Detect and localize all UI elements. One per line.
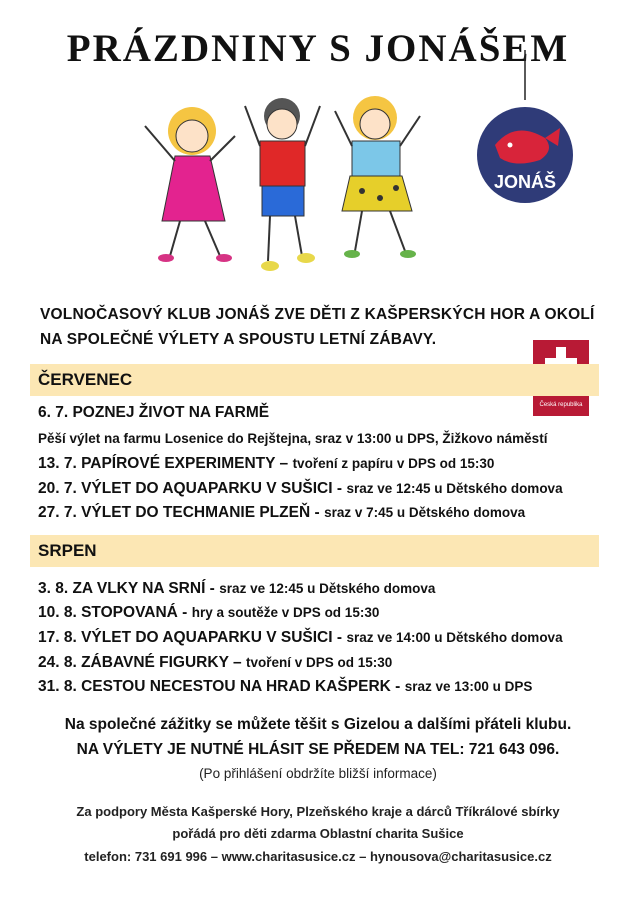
intro-text [40, 302, 620, 352]
event-title: 3. 8. ZA VLKY NA SRNÍ - [38, 580, 215, 597]
month-heading-august: SRPEN [30, 535, 599, 567]
event-detail: sraz ve 12:45 u Dětského domova [219, 581, 436, 596]
event-title: 17. 8. VÝLET DO AQUAPARKU V SUŠICI - [38, 629, 343, 646]
child-blue-top [335, 96, 420, 258]
intro-line-2: NA SPOLEČNÉ VÝLETY A SPOUSTU LETNÍ ZÁBAVY. [40, 331, 437, 348]
footer-registration: NA VÝLETY JE NUTNÉ HLÁSIT SE PŘEDEM NA TEL: 721 643 096. [76, 741, 560, 758]
event-detail: sraz ve 14:00 u Dětského domova [346, 630, 563, 645]
event-title: 20. 7. VÝLET DO AQUAPARKU V SUŠICI - [38, 480, 343, 497]
jonas-logo-text: JONÁŠ [493, 172, 557, 192]
month-heading-july: ČERVENEC [30, 364, 599, 396]
child-red-shirt [245, 98, 320, 271]
event-august-4 [38, 654, 392, 672]
event-july-1 [38, 404, 269, 422]
event-august-5 [38, 678, 532, 696]
event-title: 27. 7. VÝLET DO TECHMANIE PLZEŇ - [38, 504, 320, 521]
footer-note: (Po přihlášení obdržíte bližší informace) [199, 766, 437, 781]
footer-contact: telefon: 731 691 996 – www.charitasusice.cz – hynousova@charitasusice.cz [84, 849, 552, 864]
event-title: 13. 7. PAPÍROVÉ EXPERIMENTY – [38, 455, 289, 472]
event-title: 31. 8. CESTOU NECESTOU NA HRAD KAŠPERK - [38, 678, 401, 695]
event-detail: tvoření v DPS od 15:30 [246, 655, 393, 670]
footer-invite: Na společné zážitky se můžete těšit s Gizelou a dalšími přáteli klubu. [64, 716, 572, 733]
event-title: 6. 7. POZNEJ ŽIVOT NA FARMĚ [38, 404, 270, 421]
event-detail: sraz v 7:45 u Dětského domova [324, 505, 526, 520]
event-july-4 [38, 504, 525, 522]
event-august-1 [38, 580, 435, 598]
charita-logo-subtitle: Česká republika [539, 402, 583, 408]
intro-line-1: VOLNOČASOVÝ KLUB JONÁŠ ZVE DĚTI Z KAŠPERSKÝCH HOR A OKOLÍ [40, 306, 595, 323]
children-illustration [130, 86, 430, 286]
event-detail: sraz ve 12:45 u Dětského domova [346, 481, 563, 496]
event-detail: tvoření z papíru v DPS od 15:30 [292, 456, 495, 471]
poster-title: PRÁZDNINY S JONÁŠEM [66, 27, 570, 70]
event-august-3 [38, 629, 563, 647]
event-detail: hry a soutěže v DPS od 15:30 [191, 605, 380, 620]
event-july-3 [38, 480, 563, 498]
event-august-2 [38, 604, 379, 622]
event-title: 10. 8. STOPOVANÁ - [38, 604, 188, 621]
jonas-logo [470, 50, 580, 215]
event-july-1-detail: Pěší výlet na farmu Losenice do Rejštejna, sraz v 13:00 u DPS, Žižkovo náměstí [38, 431, 548, 446]
child-pink-dress [145, 107, 235, 262]
event-detail: sraz ve 13:00 u DPS [404, 679, 533, 694]
event-july-2 [38, 455, 494, 473]
footer-sponsor: Za podpory Města Kašperské Hory, Plzeňského kraje a dárců Tříkrálové sbírky [76, 804, 560, 819]
footer-organizer: pořádá pro děti zdarma Oblastní charita Sušice [172, 826, 464, 841]
event-title: 24. 8. ZÁBAVNÉ FIGURKY – [38, 654, 242, 671]
